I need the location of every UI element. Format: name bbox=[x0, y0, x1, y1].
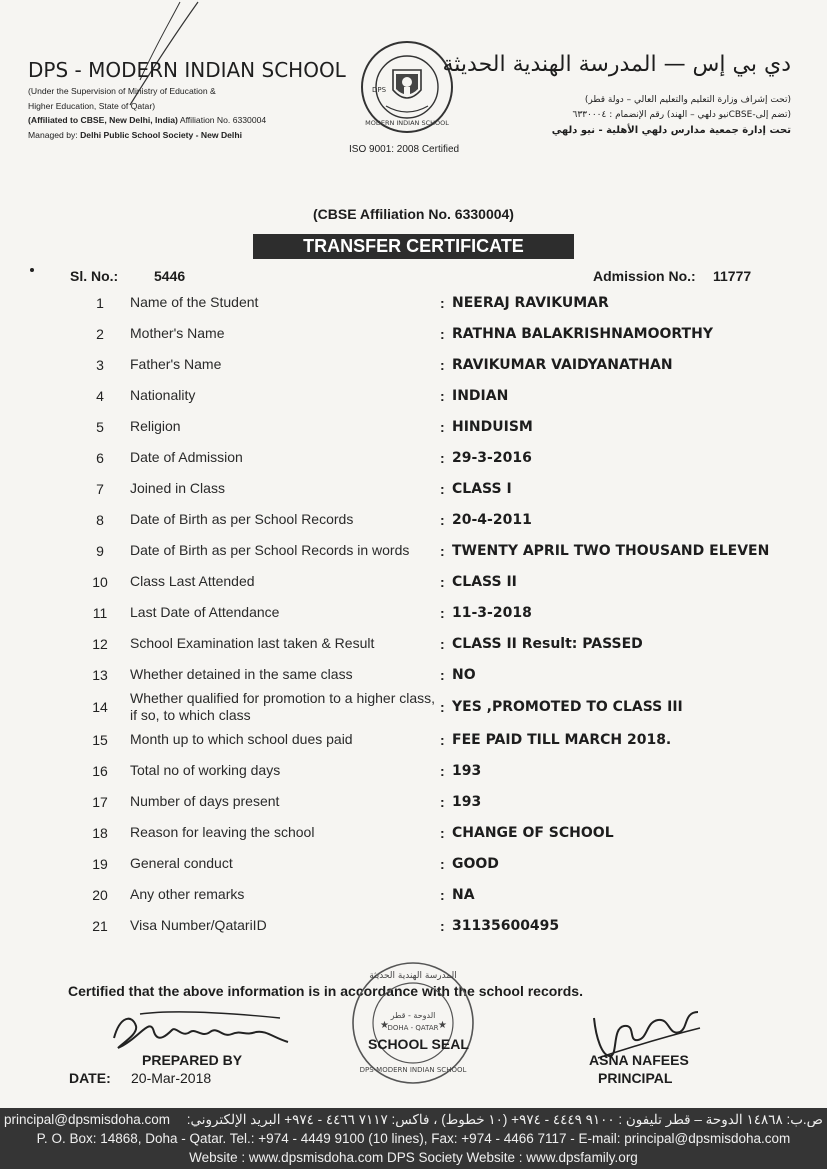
row-colon: : bbox=[440, 762, 445, 779]
preparer-signature bbox=[110, 1008, 300, 1056]
row-number: 1 bbox=[96, 294, 104, 311]
footer-arabic-contact: ص.ب: ١٤٨٦٨ الدوحة – قطر تليفون : ٩١٠٠ ٤٤٤٩ - ٩٧٤+ (١٠ خطوط) ، فاكس: ٧١١٧ ٤٤٦٦ - ٩٧٤+ البريد الإلكتروني: bbox=[186, 1112, 823, 1127]
footer-websites: Website : www.dpsmisdoha.com DPS Society Website : www.dpsfamily.org bbox=[189, 1150, 638, 1165]
prepared-by-label: PREPARED BY bbox=[142, 1052, 243, 1068]
row-number: 4 bbox=[96, 387, 104, 404]
row-value: TWENTY APRIL TWO THOUSAND ELEVEN bbox=[452, 542, 770, 559]
row-number: 9 bbox=[96, 542, 104, 559]
seal-city: DOHA - QATAR bbox=[387, 1024, 439, 1032]
row-colon: : bbox=[440, 356, 445, 373]
school-seal-stamp bbox=[350, 960, 476, 1086]
arabic-line-1: (تحت إشراف وزارة التعليم والتعليم العالي – دولة قطر) bbox=[584, 95, 791, 105]
row-value: CLASS I bbox=[452, 480, 512, 497]
row-number: 17 bbox=[92, 793, 108, 810]
table-row bbox=[70, 287, 802, 318]
admission-no-label: Admission No.: bbox=[593, 268, 696, 284]
row-colon: : bbox=[440, 855, 445, 872]
row-value: 29-3-2016 bbox=[452, 449, 532, 466]
row-value: NO bbox=[452, 666, 476, 683]
sl-no-value: 5446 bbox=[154, 268, 186, 284]
row-colon: : bbox=[440, 666, 445, 683]
row-label: Class Last Attended bbox=[130, 573, 255, 589]
row-label: Visa Number/QatariID bbox=[130, 917, 267, 933]
row-label: General conduct bbox=[130, 855, 233, 871]
affiliation-line bbox=[28, 115, 266, 125]
school-name-english: DPS - MODERN INDIAN SCHOOL bbox=[28, 58, 346, 82]
table-row bbox=[70, 318, 802, 349]
seal-arabic-name: المدرسة الهندية الحديثة bbox=[369, 971, 457, 981]
row-value: CHANGE OF SCHOOL bbox=[452, 824, 614, 841]
row-colon: : bbox=[440, 511, 445, 528]
row-number: 10 bbox=[92, 573, 108, 590]
row-number: 7 bbox=[96, 480, 104, 497]
supervision-line-2: Higher Education, State of Qatar) bbox=[28, 101, 156, 111]
row-value: INDIAN bbox=[452, 387, 509, 404]
row-value: RATHNA BALAKRISHNAMOORTHY bbox=[452, 325, 713, 342]
table-row bbox=[70, 442, 802, 473]
row-colon: : bbox=[440, 824, 445, 841]
row-number: 21 bbox=[92, 917, 108, 934]
table-row bbox=[70, 848, 802, 879]
row-colon: : bbox=[440, 731, 445, 748]
row-value: 193 bbox=[452, 793, 482, 810]
row-colon: : bbox=[440, 635, 445, 652]
row-colon: : bbox=[440, 387, 445, 404]
row-colon: : bbox=[440, 542, 445, 559]
svg-text:MODERN INDIAN SCHOOL: MODERN INDIAN SCHOOL bbox=[365, 119, 449, 127]
row-label: Nationality bbox=[130, 387, 196, 403]
principal-name: ASNA NAFEES bbox=[589, 1052, 689, 1068]
managed-by-line bbox=[28, 130, 242, 140]
table-row bbox=[70, 879, 802, 910]
row-value: CLASS II bbox=[452, 573, 517, 590]
row-label: Date of Birth as per School Records bbox=[130, 511, 354, 527]
row-number: 13 bbox=[92, 666, 108, 683]
date-label: DATE: bbox=[69, 1070, 111, 1086]
row-label: Mother's Name bbox=[130, 325, 225, 341]
row-label: School Examination last taken & Result bbox=[130, 635, 375, 651]
row-value: NEERAJ RAVIKUMAR bbox=[452, 294, 609, 311]
table-row bbox=[70, 349, 802, 380]
table-row bbox=[70, 659, 802, 690]
managed-by-society: Delhi Public School Society - New Delhi bbox=[80, 130, 242, 140]
row-value: CLASS II Result: PASSED bbox=[452, 635, 643, 652]
row-label: Month up to which school dues paid bbox=[130, 731, 353, 747]
row-value: YES ,PROMOTED TO CLASS III bbox=[452, 699, 683, 715]
row-colon: : bbox=[440, 699, 445, 715]
row-colon: : bbox=[440, 294, 445, 311]
table-row bbox=[70, 786, 802, 817]
table-row bbox=[70, 380, 802, 411]
table-row bbox=[70, 910, 802, 941]
footer-address: P. O. Box: 14868, Doha - Qatar. Tel.: +974 - 4449 9100 (10 lines), Fax: +974 - 4466 7117 - E-mail: principal@dpsmisdoha.com bbox=[36, 1131, 791, 1146]
row-label: Date of Birth as per School Records in words bbox=[130, 542, 410, 558]
row-label: Father's Name bbox=[130, 356, 222, 372]
row-number: 16 bbox=[92, 762, 108, 779]
row-number: 19 bbox=[92, 855, 108, 872]
affiliation-number: Affiliation No. 6330004 bbox=[177, 115, 267, 125]
row-number: 5 bbox=[96, 418, 104, 435]
table-row bbox=[70, 411, 802, 442]
date-value: 20-Mar-2018 bbox=[131, 1070, 212, 1086]
row-number: 3 bbox=[96, 356, 104, 373]
row-colon: : bbox=[440, 917, 445, 934]
row-label: Joined in Class bbox=[130, 480, 225, 496]
sl-no-label: Sl. No.: bbox=[70, 268, 119, 284]
table-row bbox=[70, 817, 802, 848]
footer-contact-bar bbox=[0, 1108, 827, 1169]
row-colon: : bbox=[440, 449, 445, 466]
row-number: 11 bbox=[92, 604, 108, 621]
arabic-line-2: (تضم إلى-CBSEنيو دلهي – الهند) رقم الإنضمام : ٦٣٣٠٠٠٤ bbox=[572, 110, 791, 120]
seal-school-name: DPS-MODERN INDIAN SCHOOL bbox=[359, 1066, 467, 1074]
school-name-arabic: دي بي إس — المدرسة الهندية الحديثة bbox=[442, 52, 791, 77]
row-label: Reason for leaving the school bbox=[130, 824, 315, 840]
row-value: 11-3-2018 bbox=[452, 604, 532, 621]
cbse-affiliation: (CBSE Affiliation No. 6330004) bbox=[313, 206, 514, 222]
row-colon: : bbox=[440, 418, 445, 435]
row-colon: : bbox=[440, 325, 445, 342]
seal-star-left: ★ bbox=[380, 1020, 389, 1031]
iso-certification: ISO 9001: 2008 Certified bbox=[349, 144, 460, 155]
row-number: 18 bbox=[92, 824, 108, 841]
affiliation-bold: (Affiliated to CBSE, New Delhi, India) bbox=[28, 115, 178, 125]
row-value: 20-4-2011 bbox=[452, 511, 532, 528]
row-label: Whether qualified for promotion to a higher class, if so, to which class bbox=[130, 690, 436, 723]
table-row bbox=[70, 504, 802, 535]
table-row bbox=[70, 724, 802, 755]
table-row bbox=[70, 566, 802, 597]
row-value: RAVIKUMAR VAIDYANATHAN bbox=[452, 356, 673, 373]
row-colon: : bbox=[440, 573, 445, 590]
row-value: 193 bbox=[452, 762, 482, 779]
table-row bbox=[70, 690, 802, 724]
row-colon: : bbox=[440, 793, 445, 810]
table-row bbox=[70, 755, 802, 786]
school-seal-label: SCHOOL SEAL bbox=[368, 1036, 469, 1052]
supervision-line-1: (Under the Supervision of Ministry of Education & bbox=[28, 86, 216, 96]
principal-title: PRINCIPAL bbox=[598, 1070, 673, 1086]
table-row bbox=[70, 628, 802, 659]
row-number: 14 bbox=[92, 699, 108, 715]
certification-statement: Certified that the above information is in accordance with the school records. bbox=[68, 983, 583, 999]
footer-email: principal@dpsmisdoha.com bbox=[4, 1112, 171, 1127]
row-value: HINDUISM bbox=[452, 418, 533, 435]
row-number: 8 bbox=[96, 511, 104, 528]
admission-no-value: 11777 bbox=[713, 268, 752, 284]
row-label: Name of the Student bbox=[130, 294, 259, 310]
seal-star-right: ★ bbox=[438, 1020, 447, 1031]
row-label: Whether detained in the same class bbox=[130, 666, 353, 682]
table-row bbox=[70, 597, 802, 628]
row-label: Number of days present bbox=[130, 793, 280, 809]
row-number: 6 bbox=[96, 449, 104, 466]
row-value: GOOD bbox=[452, 855, 499, 872]
table-row bbox=[70, 473, 802, 504]
row-value: NA bbox=[452, 886, 475, 903]
school-crest-logo bbox=[360, 40, 454, 134]
row-label: Any other remarks bbox=[130, 886, 245, 902]
ink-dot bbox=[30, 268, 34, 272]
certificate-details-table bbox=[70, 287, 802, 941]
row-colon: : bbox=[440, 886, 445, 903]
row-value: 31135600495 bbox=[452, 917, 560, 934]
row-colon: : bbox=[440, 604, 445, 621]
table-row bbox=[70, 535, 802, 566]
row-label: Religion bbox=[130, 418, 181, 434]
row-label: Date of Admission bbox=[130, 449, 243, 465]
arabic-line-3: تحت إدارة جمعية مدارس دلهي الأهلية - نيو دلهي bbox=[551, 125, 791, 136]
footer-line-1 bbox=[4, 1112, 823, 1127]
svg-text:DPS: DPS bbox=[372, 86, 387, 94]
row-label: Last Date of Attendance bbox=[130, 604, 280, 620]
row-number: 12 bbox=[92, 635, 108, 652]
row-number: 20 bbox=[92, 886, 108, 903]
row-label: Total no of working days bbox=[130, 762, 281, 778]
row-number: 15 bbox=[92, 731, 108, 748]
seal-arabic-city: الدوحة - قطر bbox=[390, 1011, 436, 1020]
managed-by-prefix: Managed by: bbox=[28, 130, 81, 140]
certificate-title: TRANSFER CERTIFICATE bbox=[253, 234, 574, 259]
row-number: 2 bbox=[96, 325, 104, 342]
row-colon: : bbox=[440, 480, 445, 497]
row-value: FEE PAID TILL MARCH 2018. bbox=[452, 731, 672, 748]
